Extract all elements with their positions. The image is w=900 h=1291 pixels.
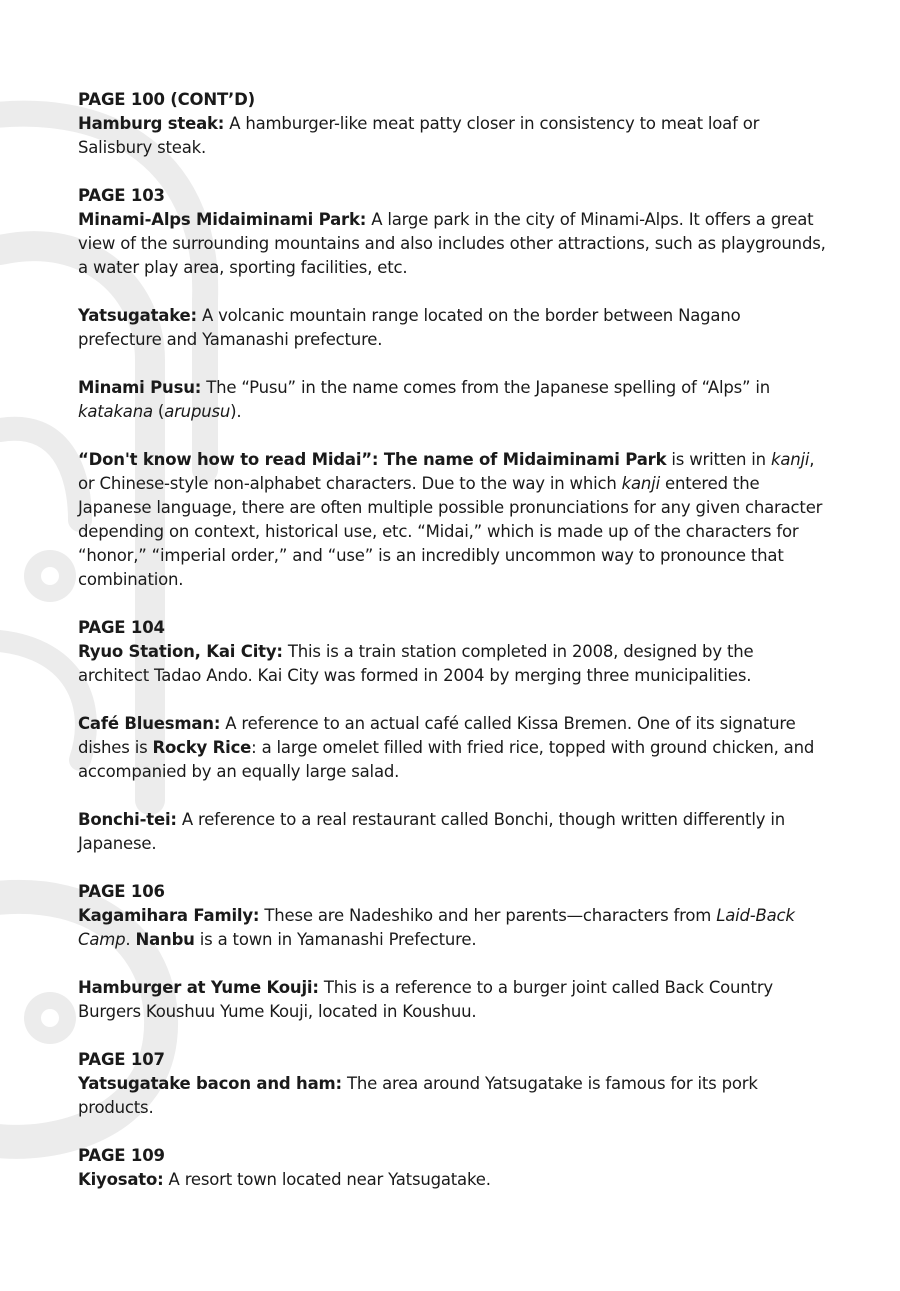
- entry-text: is a town in Yamanashi Prefecture.: [194, 930, 477, 949]
- glossary-entry: [78, 904, 828, 952]
- entry-text: , or Chinese-style non-alphabet characters. Due to the way in which: [78, 450, 815, 493]
- entry-text: A hamburger-like meat patty closer in consistency to meat loaf or Salisbury steak.: [78, 114, 760, 157]
- entry-text: ).: [230, 402, 242, 421]
- entry-term: “Don't know how to read Midai”: The name of Midaiminami Park: [78, 450, 667, 469]
- entry-term: Ryuo Station, Kai City:: [78, 642, 283, 661]
- entry-text: This is a reference to a burger joint called Back Country Burgers Koushuu Yume Kouji, located in Koushuu.: [78, 978, 773, 1021]
- entry-term: Yatsugatake:: [78, 306, 197, 325]
- glossary-entry: [78, 208, 828, 280]
- page-section: [78, 1048, 828, 1120]
- glossary-entry: [78, 1072, 828, 1120]
- entry-term: Minami-Alps Midaiminami Park:: [78, 210, 367, 229]
- entry-text: A volcanic mountain range located on the border between Nagano prefecture and Yamanashi prefecture.: [78, 306, 741, 349]
- entry-italic-text: kanji: [621, 474, 660, 493]
- entry-text: The area around Yatsugatake is famous for its pork products.: [78, 1074, 758, 1117]
- entry-term: Minami Pusu:: [78, 378, 202, 397]
- glossary-entry: [78, 112, 828, 160]
- entry-text: (: [152, 402, 165, 421]
- entry-text: : a large omelet filled with fried rice, topped with ground chicken, and accompanied by an equally large salad.: [78, 738, 815, 781]
- entry-term: Hamburg steak:: [78, 114, 225, 133]
- glossary-entry: [78, 1168, 828, 1192]
- page-heading: PAGE 104: [78, 618, 165, 637]
- entry-italic-text: kanji: [771, 450, 810, 469]
- entry-text: A resort town located near Yatsugatake.: [163, 1170, 491, 1189]
- entry-italic-text: arupusu: [164, 402, 231, 421]
- entry-text: These are Nadeshiko and her parents—characters from: [259, 906, 717, 925]
- entry-term: Bonchi-tei:: [78, 810, 177, 829]
- glossary-entry: [78, 376, 828, 424]
- page-section: [78, 880, 828, 1024]
- page-heading: PAGE 109: [78, 1146, 165, 1165]
- entry-term: Nanbu: [135, 930, 195, 949]
- entry-term: Kiyosato:: [78, 1170, 164, 1189]
- page-heading: PAGE 103: [78, 186, 165, 205]
- page-section: [78, 88, 828, 160]
- entry-text: is written in: [666, 450, 771, 469]
- entry-term: Hamburger at Yume Kouji:: [78, 978, 319, 997]
- glossary-entry: [78, 712, 828, 784]
- entry-term: Café Bluesman:: [78, 714, 221, 733]
- entry-text: The “Pusu” in the name comes from the Japanese spelling of “Alps” in: [201, 378, 771, 397]
- entry-text: This is a train station completed in 2008, designed by the architect Tadao Ando. Kai City was formed in 2004 by merging three municipalities.: [78, 642, 754, 685]
- glossary-entry: [78, 448, 828, 592]
- page-section: [78, 184, 828, 592]
- glossary-entry: [78, 976, 828, 1024]
- entry-term: Yatsugatake bacon and ham:: [78, 1074, 342, 1093]
- page-heading: PAGE 100 (CONT’D): [78, 90, 255, 109]
- glossary-notes: [78, 88, 828, 1216]
- page-heading: PAGE 106: [78, 882, 165, 901]
- entry-term: Kagamihara Family:: [78, 906, 260, 925]
- glossary-entry: [78, 640, 828, 688]
- entry-text: A reference to a real restaurant called Bonchi, though written differently in Japanese.: [78, 810, 785, 853]
- glossary-entry: [78, 304, 828, 352]
- entry-text: A large park in the city of Minami-Alps. It offers a great view of the surrounding mountains and also includes other attractions, such as playgrounds, a water play area, sporting facilities, etc.: [78, 210, 826, 277]
- glossary-entry: [78, 808, 828, 856]
- entry-text: A reference to an actual café called Kissa Bremen. One of its signature dishes is: [78, 714, 796, 757]
- page-section: [78, 616, 828, 856]
- entry-text: entered the Japanese language, there are often multiple possible pronunciations for any given character depending on context, historical use, etc. “Midai,” which is made up of the characters for “honor,” “imperial order,” and “use” is an incredibly uncommon way to pronounce that combination.: [78, 474, 823, 589]
- page-section: [78, 1144, 828, 1192]
- entry-term: Rocky Rice: [152, 738, 252, 757]
- entry-italic-text: Laid-Back Camp: [78, 906, 795, 949]
- entry-italic-text: katakana: [78, 402, 153, 421]
- entry-text: .: [125, 930, 136, 949]
- page-heading: PAGE 107: [78, 1050, 165, 1069]
